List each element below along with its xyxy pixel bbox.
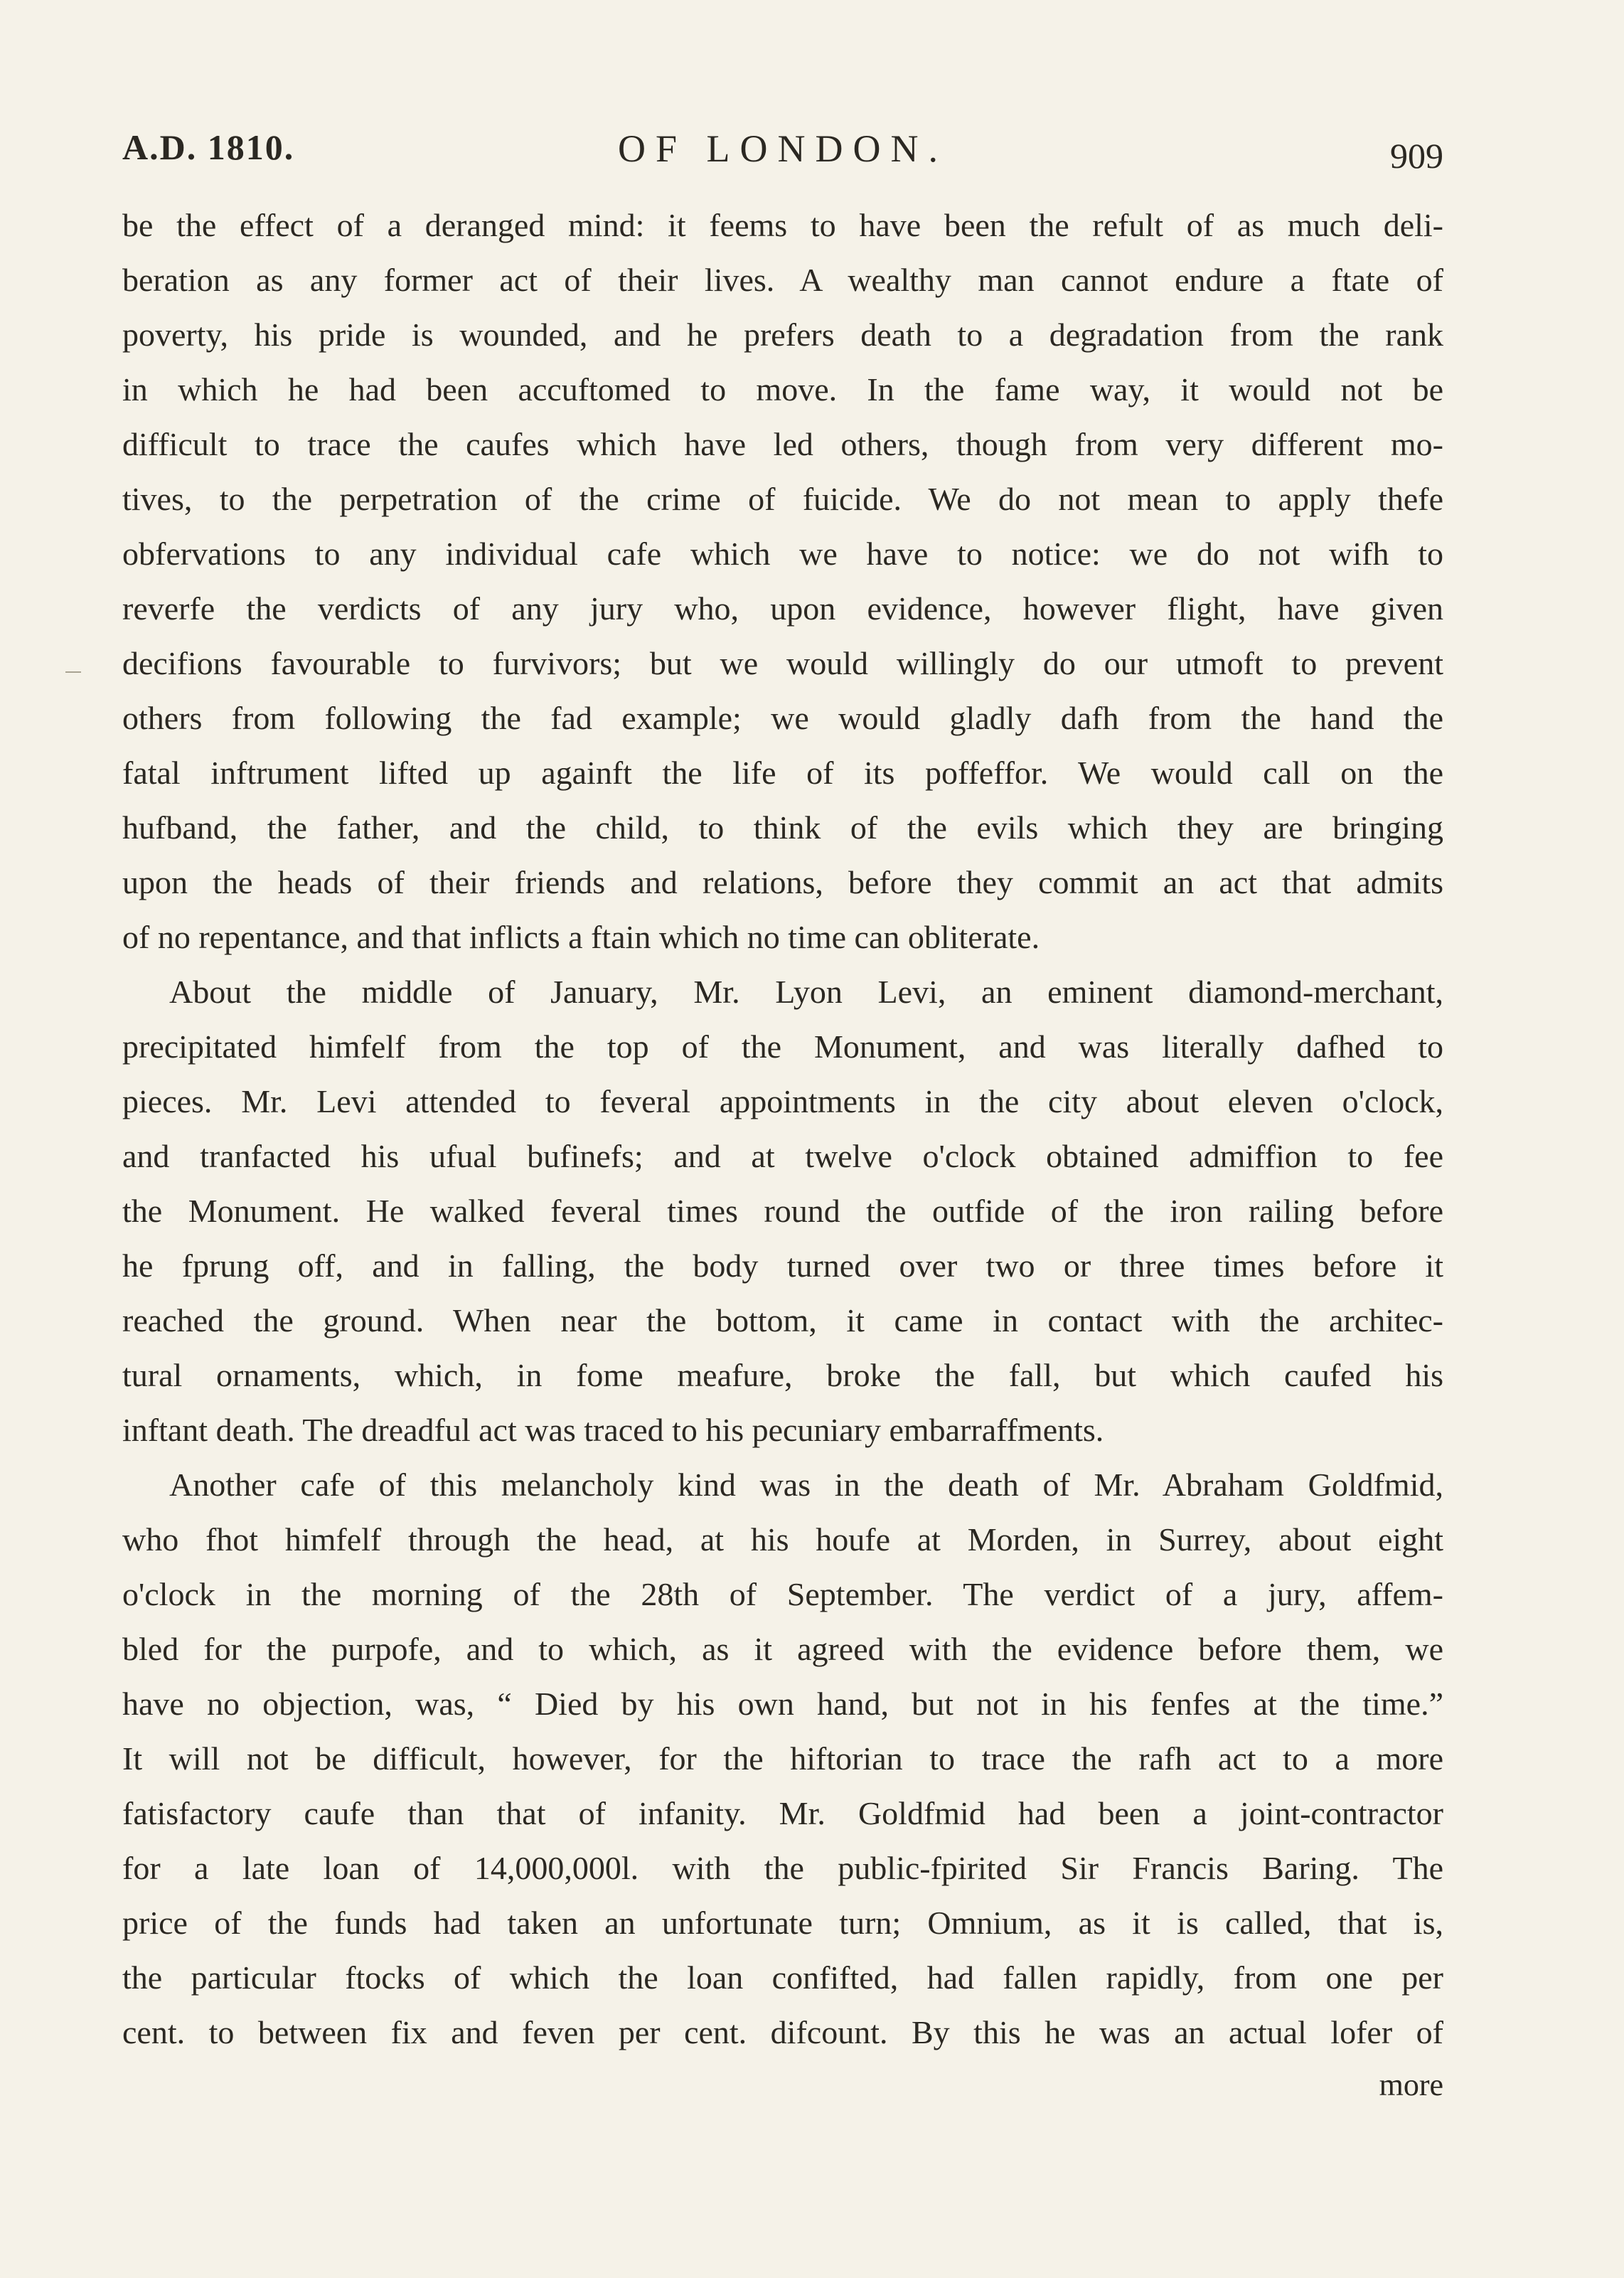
text-line: bled for the purpofe, and to which, as it agreed with the evidence before them, we: [122, 1631, 1443, 1667]
text-line: inftant death. The dreadful act was traced to his pecuniary embarraffments.: [122, 1412, 1104, 1448]
text-line: hufband, the father, and the child, to think of the evils which they are bringing: [122, 809, 1443, 846]
body-text: [122, 198, 1443, 2060]
text-line: About the middle of January, Mr. Lyon Levi, an eminent diamond-merchant,: [169, 974, 1443, 1010]
text-line: he fprung off, and in falling, the body turned over two or three times before it: [122, 1247, 1443, 1284]
text-line: others from following the fad example; we would gladly dafh from the hand the: [122, 700, 1443, 736]
text-line: obfervations to any individual cafe which we have to notice: we do not wifh to: [122, 536, 1443, 572]
text-line: tural ornaments, which, in fome meafure, broke the fall, but which caufed his: [122, 1357, 1443, 1393]
text-line: of no repentance, and that inflicts a ftain which no time can obliterate.: [122, 919, 1040, 955]
text-line: for a late loan of 14,000,000l. with the public-fpirited Sir Francis Baring. The: [122, 1850, 1443, 1886]
text-line: be the effect of a deranged mind: it feems to have been the refult of as much deli-: [122, 207, 1443, 243]
text-line: in which he had been accuftomed to move. In the fame way, it would not be: [122, 371, 1443, 408]
text-line: precipitated himfelf from the top of the Monument, and was literally dafhed to: [122, 1028, 1443, 1065]
text-line: o'clock in the morning of the 28th of September. The verdict of a jury, affem-: [122, 1576, 1443, 1612]
text-line: fatal inftrument lifted up againft the life of its poffeffor. We would call on the: [122, 755, 1443, 791]
text-line: the particular ftocks of which the loan confifted, had fallen rapidly, from one per: [122, 1959, 1443, 1996]
paragraph: [122, 1457, 1443, 2060]
text-line: Another cafe of this melancholy kind was in the death of Mr. Abraham Goldfmid,: [169, 1467, 1443, 1503]
header-title: OF LONDON.: [618, 127, 948, 170]
text-line: beration as any former act of their lives. A wealthy man cannot endure a ftate of: [122, 262, 1443, 298]
text-line: pieces. Mr. Levi attended to feveral appointments in the city about eleven o'clock,: [122, 1083, 1443, 1119]
text-line: cent. to between fix and feven per cent. difcount. By this he was an actual lofer of: [122, 2014, 1443, 2050]
text-line: reached the ground. When near the bottom, it came in contact with the architec-: [122, 1302, 1443, 1338]
text-line: fatisfactory caufe than that of infanity. Mr. Goldfmid had been a joint-contractor: [122, 1795, 1443, 1831]
text-line: reverfe the verdicts of any jury who, upon evidence, however flight, have given: [122, 590, 1443, 627]
page-number: 909: [1390, 136, 1443, 176]
text-line: It will not be difficult, however, for the hiftorian to trace the rafh act to a more: [122, 1740, 1443, 1777]
text-line: the Monument. He walked feveral times round the outfide of the iron railing before: [122, 1193, 1443, 1229]
running-header: [122, 127, 1443, 183]
text-line: decifions favourable to furvivors; but we would willingly do our utmoft to prevent: [122, 645, 1443, 681]
text-line: have no objection, was, “ Died by his own hand, but not in his fenfes at the time.”: [122, 1686, 1443, 1722]
text-line: difficult to trace the caufes which have led others, though from very different mo-: [122, 426, 1443, 462]
text-line: poverty, his pride is wounded, and he prefers death to a degradation from the rank: [122, 316, 1443, 353]
text-line: price of the funds had taken an unfortunate turn; Omnium, as it is called, that is,: [122, 1905, 1443, 1941]
text-line: tives, to the perpetration of the crime of fuicide. We do not mean to apply thefe: [122, 481, 1443, 517]
paragraph: [122, 964, 1443, 1457]
text-line: upon the heads of their friends and relations, before they commit an act that admits: [122, 864, 1443, 900]
paragraph: [122, 198, 1443, 964]
header-year: A.D. 1810.: [122, 127, 295, 167]
catchword: more: [1379, 2067, 1443, 2102]
text-line: and tranfacted his ufual bufinefs; and at twelve o'clock obtained admiffion to fee: [122, 1138, 1443, 1174]
text-line: who fhot himfelf through the head, at his houfe at Morden, in Surrey, about eight: [122, 1521, 1443, 1558]
margin-mark: [65, 671, 81, 673]
